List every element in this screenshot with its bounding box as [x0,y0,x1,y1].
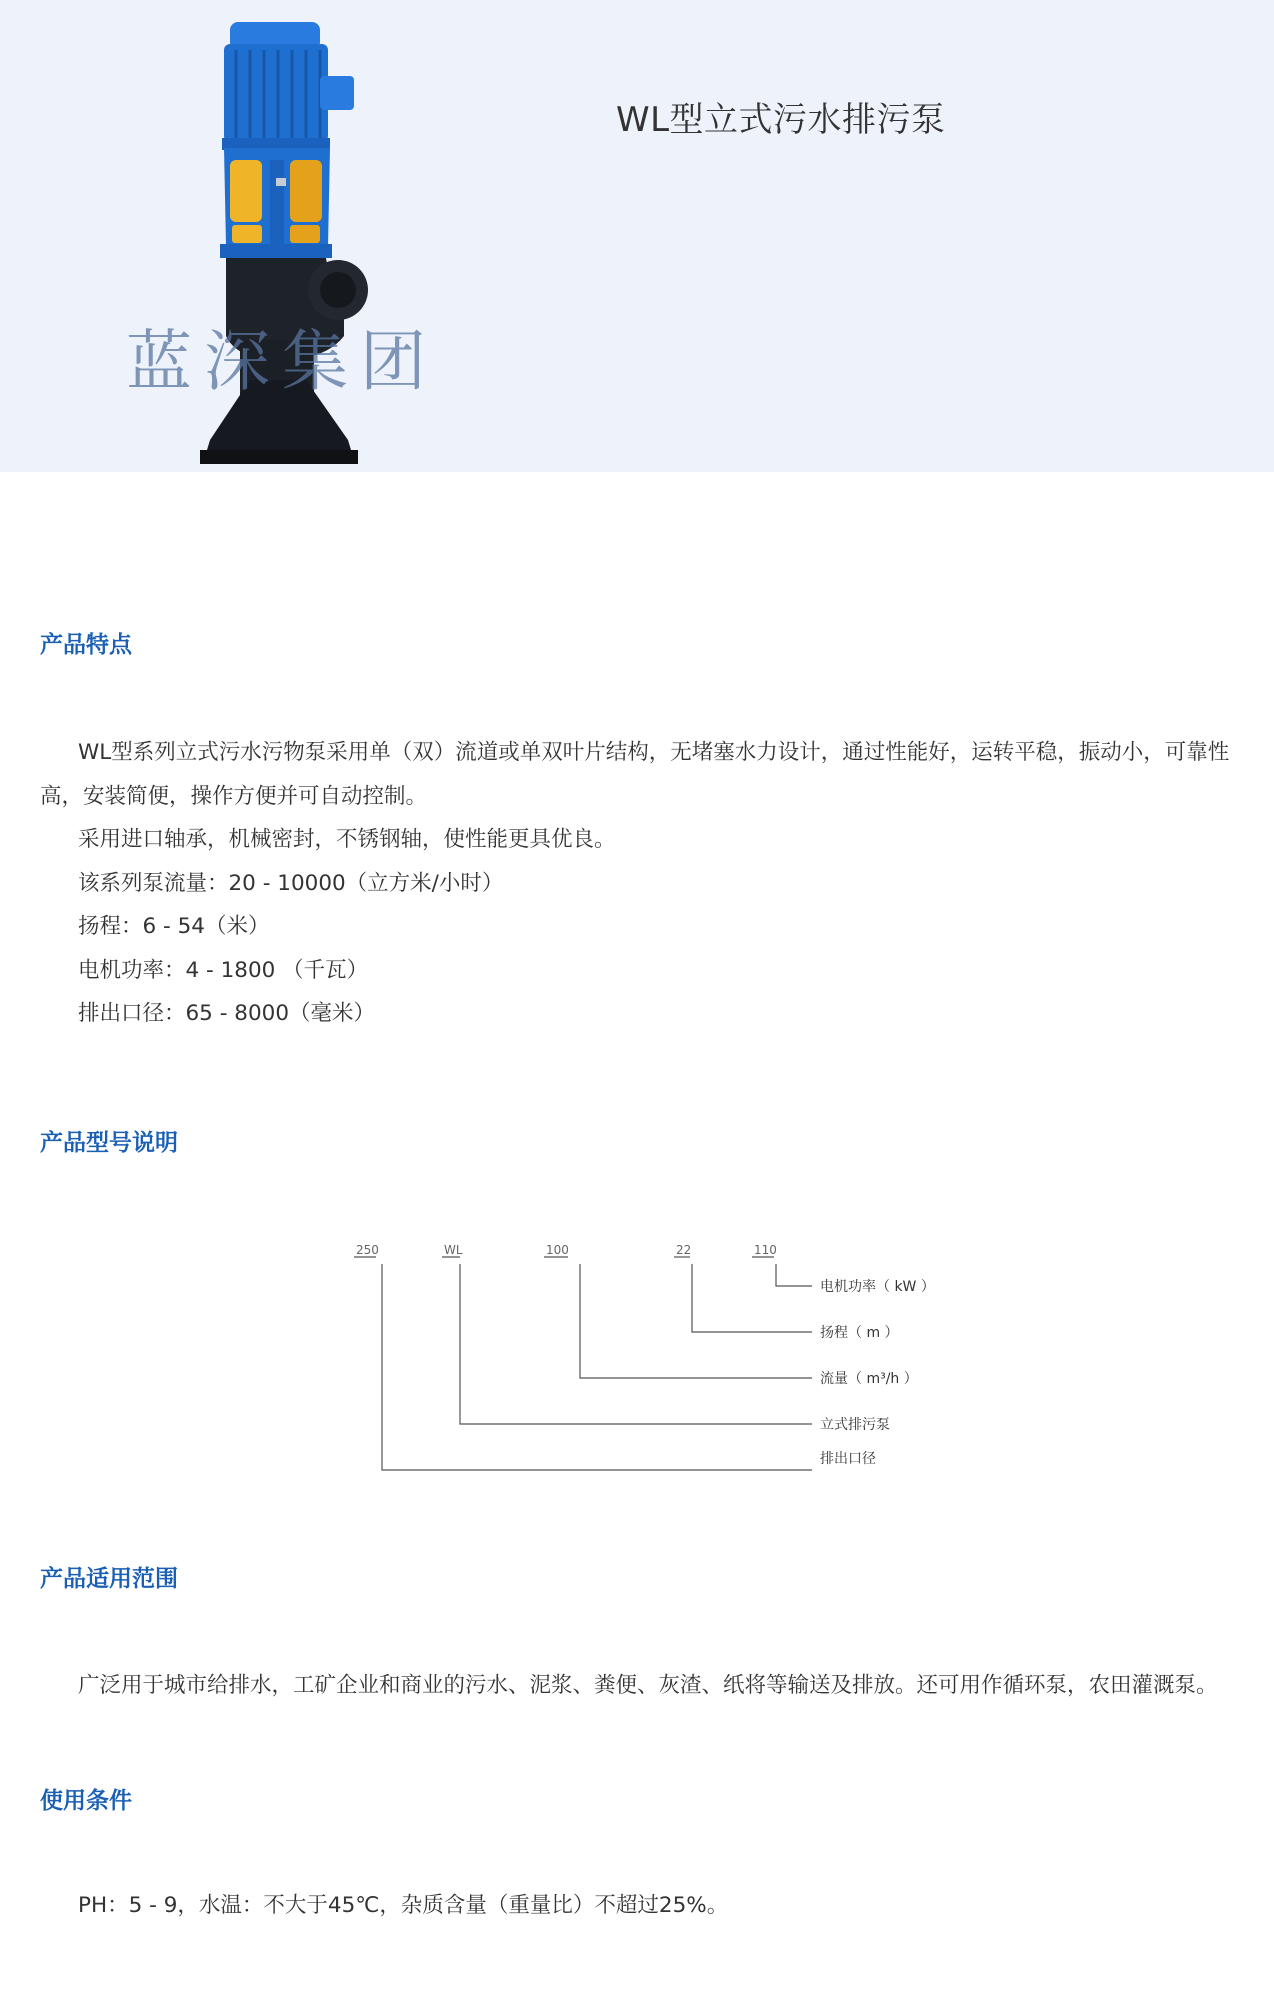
applications-text [40,1664,1240,1708]
applications-section-title: 产品适用范围 [40,1566,178,1592]
features-paragraph: 该系列泵流量：20 - 10000（立方米/小时） [78,870,504,896]
features-paragraph: 电机功率：4 - 1800 （千瓦） [78,957,369,983]
label-head: 扬程（ m ） [820,1325,899,1341]
code-flow: 100 [546,1243,569,1257]
hero-banner [0,0,1274,472]
product-title: WL型立式污水排污泵 [616,100,946,140]
conditions-text [40,1884,1240,1928]
conditions-section-title: 使用条件 [40,1788,132,1814]
applications-paragraph: 广泛用于城市给排水，工矿企业和商业的污水、泥浆、粪便、灰渣、纸将等输送及排放。还可用作循环泵，农田灌溉泵。 [78,1673,1218,1698]
features-paragraph: 扬程：6 - 54（米） [78,914,270,939]
features-text [40,731,1240,1036]
label-vertical-pump: 立式排污泵 [820,1417,890,1433]
model-code-diagram [350,1232,970,1486]
features-section-title: 产品特点 [40,632,132,658]
features-paragraph: 采用进口轴承，机械密封，不锈钢轴，使性能更具优良。 [78,827,616,852]
label-motor-power: 电机功率（ kW ） [820,1279,935,1295]
code-power: 110 [754,1243,777,1257]
model-section-title: 产品型号说明 [40,1130,178,1156]
code-outlet-diameter: 250 [356,1243,379,1257]
code-head: 22 [676,1243,692,1257]
code-series: WL [444,1243,463,1257]
features-paragraph: WL型系列立式污水污物泵采用单（双）流道或单双叶片结构，无堵塞水力设计，通过性能好，运转平稳，振动小，可靠性高，安装简便，操作方便并可自动控制。 [40,740,1230,809]
conditions-paragraph: PH：5 - 9，水温：不大于45℃，杂质含量（重量比）不超过25%。 [78,1893,729,1918]
label-outlet-diameter: 排出口径 [820,1451,876,1467]
label-flow: 流量（ m³/h ） [820,1371,918,1387]
brand-watermark: 蓝深集团 [126,323,438,400]
features-paragraph: 排出口径：65 - 8000（毫米） [78,1001,376,1026]
